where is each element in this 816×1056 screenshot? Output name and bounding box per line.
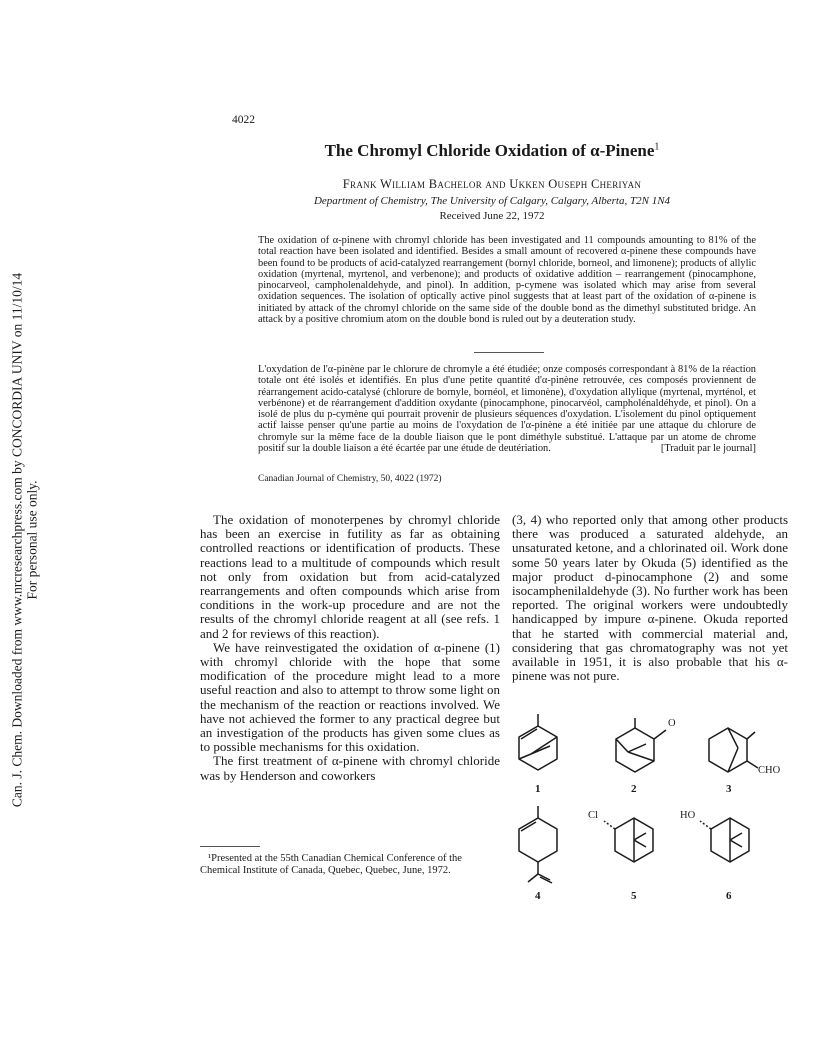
compound-label-3: 3 xyxy=(726,783,732,795)
abstract-french xyxy=(258,364,756,454)
received-date: Received June 22, 1972 xyxy=(439,210,545,222)
structure-limonene xyxy=(519,806,557,883)
footnote-divider xyxy=(200,846,260,847)
structure-alpha-pinene xyxy=(519,714,557,770)
compound-label-2: 2 xyxy=(631,783,637,795)
title-text: The Chromyl Chloride Oxidation of α-Pinene xyxy=(324,141,655,160)
watermark-line-2: For personal use only. xyxy=(24,480,40,600)
body-left-column xyxy=(200,513,500,783)
chloro-label: Cl xyxy=(588,810,598,821)
structure-bornyl-chloride xyxy=(604,818,653,862)
title-footnote-mark: 1 xyxy=(654,141,660,153)
body-paragraph: We have reinvestigated the oxidation of α-pinene (1) with chromyl chloride with the hope that some modification of the procedure might lead to a more useful reaction and also to attempt to throw some light on the mechanism of the reaction or reactions involved. We have not achieved the former to any practical degree but an investigation of the products has given some clues as to possible mechanisms for this oxidation. xyxy=(200,639,500,755)
chemical-structures xyxy=(508,712,800,922)
watermark-line-1: Can. J. Chem. Downloaded from www.nrcresearchpress.com by CONCORDIA UNIV on 11/10/14 xyxy=(9,272,25,808)
footnote-text: ¹Presented at the 55th Canadian Chemical Conference of the Chemical Institute of Canada, Quebec, Quebec, June, 1972. xyxy=(200,853,462,876)
abstract-divider xyxy=(474,352,544,353)
oxygen-label: O xyxy=(668,718,676,729)
compound-label-6: 6 xyxy=(726,890,732,902)
authors: Frank William Bachelor and Ukken Ouseph Cheriyan xyxy=(342,177,642,191)
compound-label-1: 1 xyxy=(535,783,541,795)
journal-reference: Canadian Journal of Chemistry, 50, 4022 (1972) xyxy=(258,474,442,484)
structure-isocamphenilaldehyde xyxy=(709,728,758,772)
body-right-column xyxy=(512,513,788,683)
structure-drawings xyxy=(508,712,800,922)
footnote xyxy=(200,853,500,877)
compound-label-5: 5 xyxy=(631,890,637,902)
body-paragraph: The first treatment of α-pinene with chromyl chloride was by Henderson and coworkers xyxy=(200,753,500,783)
affiliation: Department of Chemistry, The University of Calgary, Calgary, Alberta, T2N 1N4 xyxy=(313,195,671,207)
structure-pinocamphone xyxy=(616,718,666,772)
article-title xyxy=(228,141,756,161)
hydroxy-label: HO xyxy=(680,810,696,821)
structure-borneol xyxy=(700,818,749,862)
compound-label-4: 4 xyxy=(535,890,541,902)
page-number: 4022 xyxy=(232,114,255,126)
body-paragraph: The oxidation of monoterpenes by chromyl chloride has been an exercise in futility as far as obtaining controlled reactions or identification of products. These reactions lead to a multitude of compounds which result not only from oxidation but from acid-catalyzed rearrangements and often compounds which arise from conditions in the work-up procedure and are not the results of the chromyl chloride reagent at all (see refs. 1 and 2 for reviews of this reaction). xyxy=(200,512,500,641)
abstract-english: The oxidation of α-pinene with chromyl chloride has been investigated and 11 compounds amounting to 81% of the total reaction have been isolated and identified. Besides a small amount of recovered α-pinene these compounds have been found to be products of acid-catalyzed rearrangement (bornyl chloride, borneol, and limonene); products of allylic oxidation (myrtenal, myrtenol, and verbenone); and products of oxidative addition – rearrangement (pinocamphone, pinocarveol, campholenaldehyde, and pinol). In addition, p-cymene was isolated which may arise from several oxidation sequences. The isolation of optically active pinol suggests that at least part of the oxidation of α-pinene is initiated by attack of the chromyl chloride on the same side of the double bond as the dimethyl substituted bridge. An attack by a positive chromium atom on the double bond is ruled out by a deuteration study. xyxy=(258,235,756,326)
body-paragraph: (3, 4) who reported only that among other products there was produced a saturated aldehyde, an unsaturated ketone, and a chlorinated oil. Work done some 50 years later by Okuda (5) identified as the major product d-pinocamphone (2) and some isocamphenilaldehyde (3). No further work has been reported. The original workers were undoubtedly handicapped by impure α-pinene. Okuda reported that he started with commercial material and, considering that gas chromatography was not yet available in 1951, it is also probable that his α-pinene was not pure. xyxy=(512,512,788,684)
abstract-french-text: L'oxydation de l'α-pinène par le chlorure de chromyle a été étudiée; onze composés correspondant à 81% de la réaction totale ont été isolés et identifiés. En plus d'une petite quantité d'α-pinène retrouvée, ces composés proviennent de réarrangement acido-catalysé (chlorure de bornyle, bornéol, et limonène), d'oxydation allylique (myrtenal, myrténol, et verbénone) et de réarrangement d'addition oxydante (pinocamphone, pinocarvéol, campholénaldéhyde, et pinol). On a isolé de plus du p-cymène qui pourrait provenir de plusieurs séquences d'oxydation. L'isolement du pinol optiquement actif laisse penser qu'une partie au moins de l'oxydation de l'α-pinène a été initiée par une attaque du chlorure de chromyle sur la même face de la double liaison que le pont diméthyle substitué. L'attaque par un atome de chrome positif sur la double liaison a été écartée par une étude de deutériation. xyxy=(258,364,756,455)
aldehyde-label: CHO xyxy=(758,765,781,776)
download-watermark xyxy=(6,230,42,850)
translator-note: [Traduit par le journal] xyxy=(660,443,756,455)
